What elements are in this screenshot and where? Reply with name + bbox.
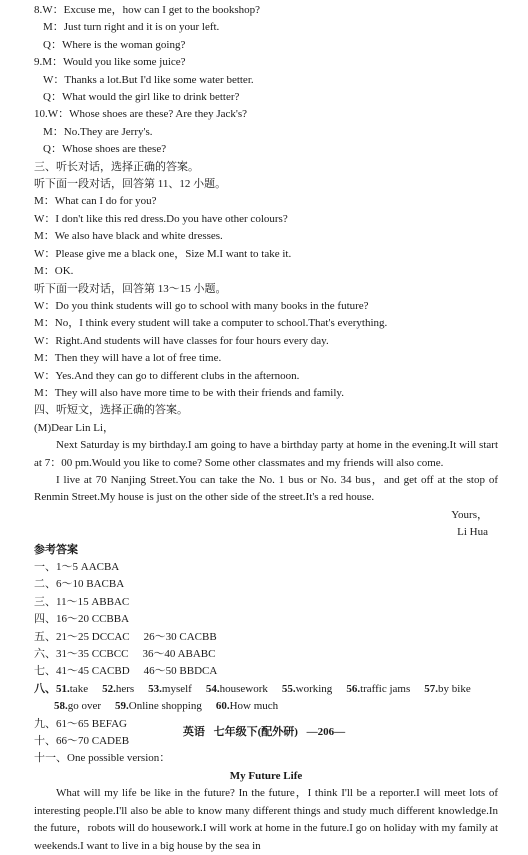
answer-word: traffic jams: [360, 682, 411, 695]
answer-number: 60.: [215, 700, 230, 713]
answer-word: housework: [219, 682, 268, 695]
answer-word: How much: [229, 700, 279, 713]
letter-signature: Li Hua: [457, 526, 488, 539]
answer-word: take: [69, 682, 89, 695]
answer-word: hers: [115, 682, 135, 695]
q10-man-line: M：No.They are Jerry's.: [43, 125, 153, 138]
dialogue1-line: M：What can I do for you?: [34, 195, 157, 208]
answer-row: 十、66～70 CADEB: [34, 735, 130, 748]
dialogue2-line: W：Do you think students will go to school with many books in the future?: [34, 299, 369, 312]
answer-number: 55.: [281, 682, 296, 695]
dialogue2-line: M：No，I think every student will take a computer to school.That's everything.: [34, 317, 388, 330]
footer-grade: 七年级下(配外研): [213, 726, 298, 738]
q9-woman-line: W：Thanks a lot.But I'd like some water better.: [43, 73, 254, 86]
answer-group: 36～40 ABABC: [142, 648, 216, 661]
essay-paragraph: What will my life be like in the future? In the future，I think I'll be a reporter.I will meet lots of interesting people.I'll also be able to know many different things and study much different knowledge.In the future，robots will do housework.I will work at home in the future.I go on holiday with my family at weekends.I want to live in a big house by the sea in: [34, 787, 498, 852]
answer-row: [34, 629, 498, 646]
answer-row: 一、1～5 AACBA: [34, 561, 120, 573]
dialogue2-line: M：They will also have more time to be with their friends and family.: [34, 386, 344, 399]
answer-row: 十一、One possible version：: [34, 752, 171, 765]
q9-man-line: 9.M：Would you like some juice?: [34, 56, 186, 69]
dialogue2-line: W：Right.And students will have classes for four hours every day.: [34, 334, 329, 347]
answer-number: 56.: [346, 682, 361, 695]
answer-word: Online shopping: [128, 700, 202, 713]
q8-question: Q：Where is the woman going?: [43, 38, 186, 51]
dialogue2-line: M：Then they will have a lot of free time.: [34, 352, 222, 365]
dialogue2-intro: 听下面一段对话，回答第 13～15 小题。: [34, 282, 227, 295]
dialogue1-line: M：OK.: [34, 265, 74, 278]
essay-title: My Future Life: [229, 769, 303, 782]
answer-row: 三、11～15 ABBAC: [34, 595, 130, 608]
letter-greeting: (M)Dear Lin Li，: [34, 421, 115, 434]
page-footer: [0, 724, 528, 741]
q10-question: Q：Whose shoes are these?: [43, 143, 167, 156]
answer-number: 58.: [54, 700, 68, 713]
answer-number: 54.: [205, 682, 220, 695]
answer-number: 52.: [102, 682, 116, 695]
answer-group: 六、31～35 CCBCC: [34, 648, 129, 661]
dialogue2-line: W：Yes.And they can go to different clubs in the afternoon.: [34, 369, 300, 382]
answers-title: 参考答案: [34, 543, 78, 556]
answer-word: working: [295, 682, 333, 695]
answer-number: 57.: [424, 682, 439, 695]
q8-man-line: M：Just turn right and it is on your left.: [43, 21, 220, 34]
answer-group: 46～50 BBDCA: [143, 665, 218, 678]
answer-group: 五、21～25 DCCAC: [34, 630, 130, 643]
dialogue1-line: W：Please give me a black one，Size M.I want to take it.: [34, 247, 292, 260]
q10-woman-line: 10.W：Whose shoes are these? Are they Jack's?: [34, 108, 248, 121]
answer-number: 八、51.: [34, 682, 70, 695]
answer-word: go over: [67, 700, 102, 713]
q8-woman-line: 8.W：Excuse me，how can I get to the bookshop?: [34, 4, 261, 16]
dialogue1-line: M：We also have black and white dresses.: [34, 230, 223, 243]
answer-row-section8: [34, 681, 498, 698]
answer-row: 二、6～10 BACBA: [34, 578, 125, 591]
answer-word: by bike: [438, 682, 471, 695]
answer-number: 59.: [115, 700, 129, 713]
section4-title: 四、听短文，选择正确的答案。: [34, 404, 188, 417]
answer-row: [34, 646, 498, 663]
answer-row: 四、16～20 CCBBA: [34, 613, 130, 626]
section3-title: 三、听长对话，选择正确的答案。: [34, 160, 199, 173]
letter-paragraph: I live at 70 Nanjing Street.You can take the No. 1 bus or No. 34 bus，and get off at the stop of Renmin Street.My house is just on the other side of the street.It's a red house.: [34, 473, 498, 504]
q9-question: Q：What would the girl like to drink better?: [43, 91, 240, 104]
footer-page-number: —206—: [306, 726, 346, 738]
answer-group: 七、41～45 CACBD: [34, 665, 130, 678]
answer-row: 九、61～65 BEFAG: [34, 717, 127, 730]
answer-row: [34, 663, 498, 680]
letter-closing: Yours，: [451, 508, 488, 521]
answer-row-section8-cont: [34, 698, 498, 715]
answer-group: 26～30 CACBB: [143, 630, 217, 643]
dialogue1-line: W：I don't like this red dress.Do you have other colours?: [34, 212, 288, 225]
dialogue1-intro: 听下面一段对话，回答第 11、12 小题。: [34, 178, 227, 191]
answer-word: myself: [161, 682, 192, 695]
footer-subject: 英语: [182, 726, 205, 738]
letter-paragraph: Next Saturday is my birthday.I am going to have a birthday party at home in the evening.It will start at 7：00 pm.Would you like to come? Some other classmates and my friends will also come.: [34, 439, 498, 469]
answer-number: 53.: [148, 682, 162, 695]
